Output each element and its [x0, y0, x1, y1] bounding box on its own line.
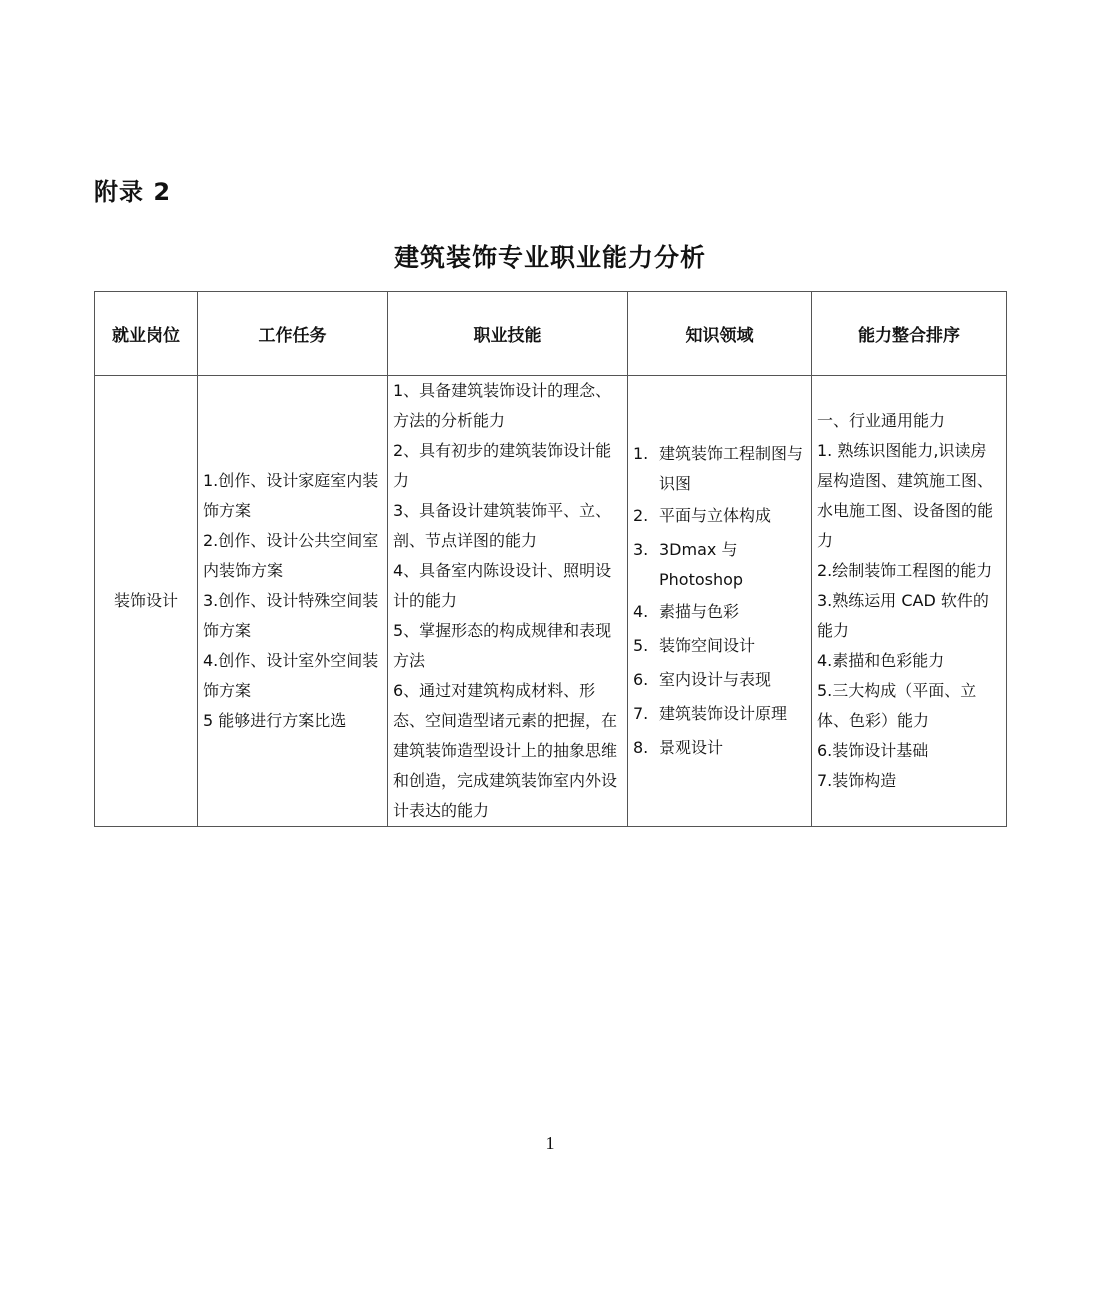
- list-item-number: 3.: [633, 540, 649, 559]
- list-item-text: 建筑装饰工程制图与识图: [659, 444, 804, 493]
- header-skills: 职业技能: [388, 292, 628, 376]
- list-item-text: 室内设计与表现: [659, 670, 772, 689]
- header-position: 就业岗位: [95, 292, 198, 376]
- abilities-cell: [812, 376, 1007, 827]
- tasks-cell: [198, 376, 388, 827]
- list-item-number: 8.: [633, 738, 649, 757]
- skill-item: 2、具有初步的建筑装饰设计能力: [393, 441, 612, 490]
- skill-item: 6、通过对建筑构成材料、形态、空间造型诸元素的把握，在建筑装饰造型设计上的抽象思维和创造，完成建筑装饰室内外设计表达的能力: [393, 681, 618, 820]
- skill-item: 3、具备设计建筑装饰平、立、剖、节点详图的能力: [393, 501, 612, 550]
- header-tasks: 工作任务: [198, 292, 388, 376]
- task-item: 3.创作、设计特殊空间装饰方案: [203, 591, 379, 640]
- list-item: [633, 595, 806, 629]
- task-item: 1.创作、设计家庭室内装饰方案: [203, 471, 379, 520]
- list-item-number: 7.: [633, 704, 649, 723]
- page-number: 1: [545, 1133, 555, 1153]
- page-title: 建筑装饰专业职业能力分析: [393, 243, 706, 272]
- knowledge-cell: [628, 376, 812, 827]
- header-abilities: 能力整合排序: [812, 292, 1007, 376]
- skill-item: 4、具备室内陈设设计、照明设计的能力: [393, 561, 612, 610]
- list-item-number: 2.: [633, 506, 649, 525]
- ability-item: 5.三大构成（平面、立体、色彩）能力: [817, 681, 977, 730]
- header-knowledge: 知识领域: [628, 292, 812, 376]
- ability-item: 一、行业通用能力: [817, 411, 946, 430]
- list-item-text: 建筑装饰设计原理: [659, 704, 788, 723]
- skill-item: 1、具备建筑装饰设计的理念、方法的分析能力: [393, 381, 612, 430]
- ability-item: 4.素描和色彩能力: [817, 651, 945, 670]
- table-row: [95, 376, 1007, 827]
- list-item: [633, 437, 806, 499]
- list-item-number: 1.: [633, 444, 649, 463]
- list-item: [633, 731, 806, 765]
- position-cell: 装饰设计: [95, 376, 198, 827]
- task-item: 2.创作、设计公共空间室内装饰方案: [203, 531, 379, 580]
- list-item-text: 3Dmax 与 Photoshop: [659, 540, 744, 589]
- skill-item: 5、掌握形态的构成规律和表现方法: [393, 621, 612, 670]
- list-item: [633, 663, 806, 697]
- task-item: 5 能够进行方案比选: [203, 711, 347, 730]
- list-item-text: 装饰空间设计: [659, 636, 756, 655]
- list-item: [633, 499, 806, 533]
- list-item-text: 平面与立体构成: [659, 506, 772, 525]
- competency-table: [94, 291, 1007, 827]
- ability-item: 3.熟练运用 CAD 软件的能力: [817, 591, 989, 640]
- skills-cell: [388, 376, 628, 827]
- list-item-number: 6.: [633, 670, 649, 689]
- task-item: 4.创作、设计室外空间装饰方案: [203, 651, 379, 700]
- ability-item: 6.装饰设计基础: [817, 741, 929, 760]
- list-item: [633, 629, 806, 663]
- ability-item: 2.绘制装饰工程图的能力: [817, 561, 993, 580]
- table-header-row: [95, 292, 1007, 376]
- knowledge-list: [633, 437, 806, 765]
- list-item-number: 4.: [633, 602, 649, 621]
- list-item: [633, 697, 806, 731]
- list-item-text: 景观设计: [659, 738, 724, 757]
- list-item-text: 素描与色彩: [659, 602, 740, 621]
- ability-item: 1. 熟练识图能力,识读房屋构造图、建筑施工图、水电施工图、设备图的能力: [817, 441, 994, 550]
- list-item-number: 5.: [633, 636, 649, 655]
- list-item: [633, 533, 806, 595]
- appendix-label: 附录 2: [94, 178, 172, 206]
- ability-item: 7.装饰构造: [817, 771, 897, 790]
